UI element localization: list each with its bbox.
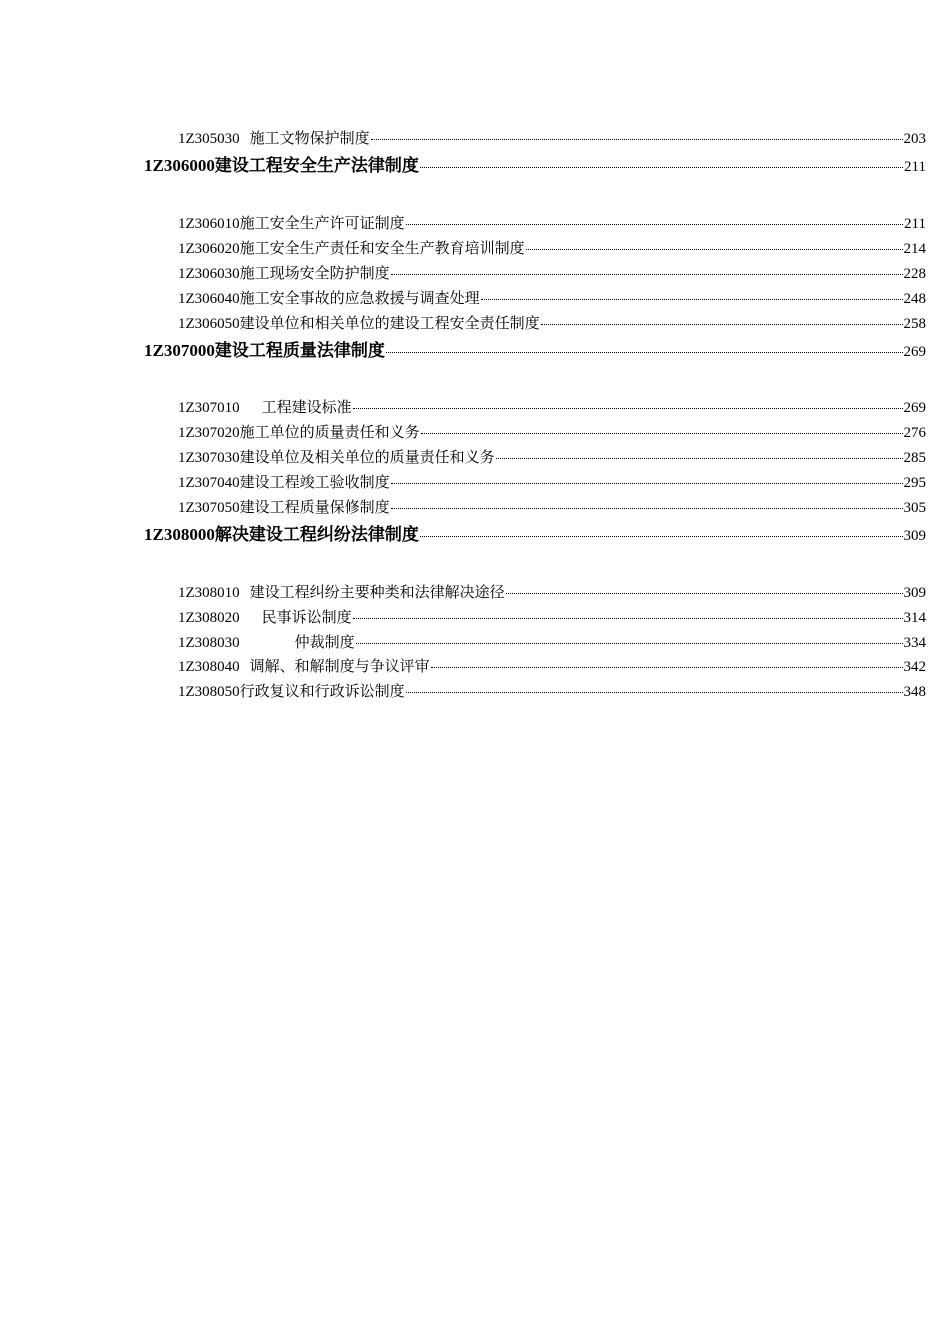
toc-code: 1Z307030 [178,450,240,466]
toc-page-number: 203 [903,131,926,147]
dot-leader [353,618,903,619]
toc-code: 1Z307000 [144,341,215,360]
toc-code: 1Z308040 [178,659,240,675]
toc-entry-1z307050[interactable] [178,496,926,517]
toc-code: 1Z306010 [178,216,240,232]
toc-entry-1z307030[interactable] [178,446,926,467]
toc-title: 建设工程质量保修制度 [239,498,390,516]
toc-code: 1Z306030 [178,266,240,282]
toc-title: 建设单位及相关单位的质量责任和义务 [239,448,495,466]
dot-leader [391,483,903,484]
toc-entry-1z306040[interactable] [178,287,926,308]
toc-title: 施工现场安全防护制度 [239,264,390,282]
toc-title: 施工单位的质量责任和义务 [239,423,420,441]
dot-leader [506,593,903,594]
toc-page-number: 285 [903,450,926,466]
toc-entry-1z306020[interactable] [178,237,926,258]
toc-entry-1z308030[interactable] [178,631,926,652]
toc-page-number: 214 [903,241,926,257]
dot-leader [526,249,903,250]
dot-leader [421,433,903,434]
toc-title: 建设工程竣工验收制度 [239,473,390,491]
toc-page-number: 295 [903,475,926,491]
dot-leader [496,458,903,459]
toc-entry-1z307010[interactable] [178,396,926,417]
dot-leader [391,508,903,509]
toc-title: 施工安全生产许可证制度 [239,214,405,232]
dot-leader [481,299,903,300]
toc-code: 1Z307020 [178,425,240,441]
toc-code: 1Z308030 [178,635,240,651]
toc-chapter-1z307000[interactable] [144,336,926,361]
toc-page-number: 258 [903,316,926,332]
toc-title: 调解、和解制度与争议评审 [249,657,430,675]
toc-code: 1Z308020 [178,610,240,626]
toc-title: 建设单位和相关单位的建设工程安全责任制度 [239,314,540,332]
toc-page-number: 228 [903,266,926,282]
toc-title: 民事诉讼制度 [261,608,352,626]
toc-title: 施工安全事故的应急救援与调查处理 [239,289,480,307]
dot-leader [420,167,903,168]
dot-leader [431,667,903,668]
toc-page-number: 305 [903,500,926,516]
toc-page-number: 309 [903,585,926,601]
dot-leader [353,408,903,409]
toc-entry-1z308040[interactable] [178,655,926,676]
toc-title: 建设工程纠纷主要种类和法律解决途径 [249,583,505,601]
dot-leader [420,536,903,537]
toc-entry-1z308020[interactable] [178,606,926,627]
toc-page-number: 309 [903,528,926,544]
dot-leader [386,352,903,353]
toc-code: 1Z308010 [178,585,240,601]
dot-leader [391,274,903,275]
dot-leader [541,324,903,325]
toc-code: 1Z308000 [144,525,215,544]
toc-entry-1z306030[interactable] [178,262,926,283]
toc-title: 施工安全生产责任和安全生产教育培训制度 [239,239,525,257]
toc-chapter-1z306000[interactable] [144,151,926,176]
toc-code: 1Z305030 [178,131,240,147]
toc-code: 1Z306020 [178,241,240,257]
dot-leader [406,692,903,693]
toc-code: 1Z307010 [178,400,240,416]
dot-leader [371,139,903,140]
toc-code: 1Z308050 [178,684,240,700]
toc-code: 1Z307050 [178,500,240,516]
toc-title: 建设工程质量法律制度 [214,341,385,361]
dot-leader [356,643,903,644]
toc-page-number: 269 [903,344,926,360]
toc-page-number: 211 [904,216,926,232]
toc-entry-1z306010[interactable] [178,212,926,233]
toc-chapter-1z308000[interactable] [144,520,926,545]
toc-code: 1Z306040 [178,291,240,307]
toc-title: 仲裁制度 [294,633,355,651]
toc-code: 1Z306050 [178,316,240,332]
toc-page-number: 334 [903,635,926,651]
toc-entry-1z307020[interactable] [178,421,926,442]
toc-page-number: 342 [903,659,926,675]
toc-title: 建设工程安全生产法律制度 [214,156,419,176]
toc-page-number: 211 [904,159,926,175]
toc-title: 解决建设工程纠纷法律制度 [214,525,419,545]
toc-entry-1z305030[interactable] [178,127,926,148]
toc-entry-1z306050[interactable] [178,312,926,333]
toc-code: 1Z307040 [178,475,240,491]
toc-page-number: 276 [903,425,926,441]
toc-title: 施工文物保护制度 [249,129,370,147]
toc-entry-1z307040[interactable] [178,471,926,492]
toc-entry-1z308050[interactable] [178,680,926,701]
dot-leader [406,224,903,225]
toc-page-number: 269 [903,400,926,416]
toc-title: 行政复议和行政诉讼制度 [239,682,405,700]
toc-code: 1Z306000 [144,156,215,175]
toc-title: 工程建设标准 [261,398,352,416]
toc-page-number: 314 [903,610,926,626]
toc-entry-1z308010[interactable] [178,581,926,602]
toc-page-number: 248 [903,291,926,307]
toc-page-number: 348 [903,684,926,700]
